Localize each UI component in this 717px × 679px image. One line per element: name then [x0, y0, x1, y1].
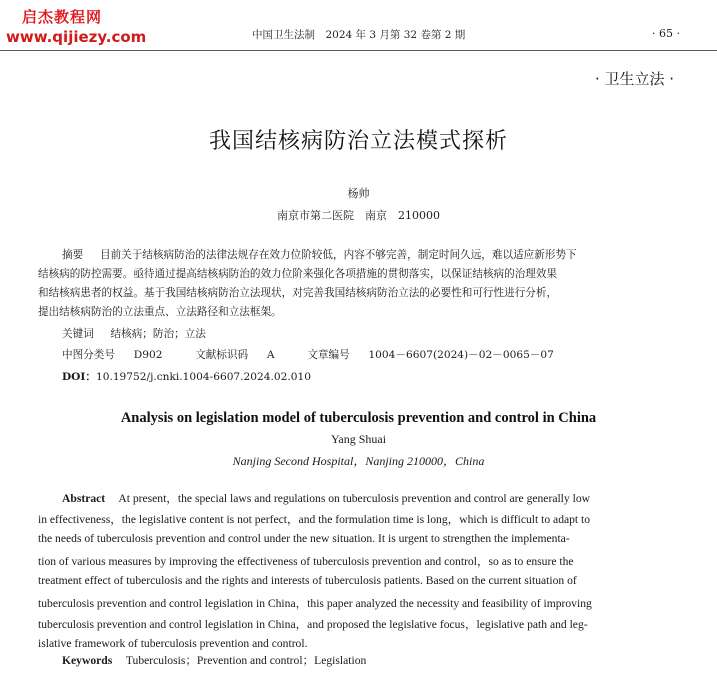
keywords-en	[62, 652, 366, 668]
doi-row	[62, 368, 311, 387]
clc-label: 中图分类号	[62, 349, 115, 361]
keywords-cn-label: 关键词	[62, 328, 94, 340]
abstract-en-line-4: tion of various measures by improving the effectiveness of tuberculosis prevention and control，so as to ensure the	[38, 555, 574, 568]
abstract-cn-line-4: 提出结核病防治的立法重点、立法路径和立法框架。	[38, 306, 282, 318]
abstract-cn-label: 摘要	[62, 249, 84, 261]
doc-code-label: 文献标识码	[195, 349, 249, 361]
abstract-en-line-8: islative framework of tuberculosis prevention and control.	[38, 637, 308, 650]
author-name: 杨帅	[347, 187, 370, 200]
watermark-url: www.qijiezy.com	[6, 28, 147, 46]
clc-value: D902	[133, 349, 163, 361]
abstract-en-line-5: treatment effect of tuberculosis and the rights and interests of tuberculosis patients. Based on the current situation of	[38, 574, 577, 587]
classification-row	[62, 346, 554, 365]
abstract-cn-line-2: 结核病的防控需要。亟待通过提高结核病防治的效力位阶来强化各项措施的贯彻落实，以保证结核病的治理效果	[38, 268, 558, 280]
page-number: · 65 ·	[652, 27, 680, 40]
doi-label: DOI：	[62, 371, 96, 383]
watermark-site-name: 启杰教程网	[22, 8, 103, 26]
article-no-label: 文章编号	[307, 349, 350, 361]
author-affiliation: 南京市第二医院 南京 210000	[277, 209, 440, 222]
abstract-cn-text: 目前关于结核病防治的法律法规存在效力位阶较低，内容不够完善，制定时间久远，难以适应新形势下	[99, 249, 577, 261]
keywords-en-label: Keywords	[62, 654, 113, 667]
running-header: 中国卫生法制 2024 年 3 月第 32 卷第 2 期	[252, 29, 466, 41]
keywords-en-value: Tuberculosis；Prevention and control；Legislation	[125, 654, 367, 667]
paper-title: 我国结核病防治立法模式探析	[208, 129, 508, 154]
abstract-cn-line-1	[62, 246, 577, 265]
keywords-cn	[62, 325, 206, 344]
english-title: Analysis on legislation model of tuberculosis prevention and control in China	[120, 410, 597, 426]
english-affiliation: Nanjing Second Hospital，Nanjing 210000，China	[232, 454, 485, 468]
abstract-en-label: Abstract	[62, 492, 106, 505]
english-author: Yang Shuai	[330, 432, 387, 446]
keywords-cn-value: 结核病；防治；立法	[110, 328, 206, 340]
section-label: · 卫生立法 ·	[595, 70, 675, 88]
header-rule	[0, 50, 717, 51]
article-no-value: 1004－6607(2024)－02－0065－07	[368, 349, 554, 361]
abstract-en-line-6: tuberculosis prevention and control legislation in China，this paper analyzed the necessity and feasibility of improving	[38, 597, 592, 610]
abstract-en-line-3: the needs of tuberculosis prevention and control under the new situation. It is urgent to strengthen the implementa-	[38, 532, 570, 545]
doi-value: 10.19752/j.cnki.1004-6607.2024.02.010	[95, 371, 311, 383]
abstract-en-line-1	[62, 490, 590, 506]
abstract-en-line-7: tuberculosis prevention and control legislation in China，and proposed the legislative focus，legislative path and leg-	[38, 618, 588, 631]
doc-code-value: A	[266, 349, 275, 361]
abstract-cn-line-3: 和结核病患者的权益。基于我国结核病防治立法现状，对完善我国结核病防治立法的必要性和可行性进行分析，	[38, 287, 558, 299]
abstract-en-line-2: in effectiveness，the legislative content is not perfect，and the formulation time is long，which is difficult to adapt to	[38, 513, 591, 526]
abstract-en-text: At present，the special laws and regulations on tuberculosis prevention and control are generally low	[118, 492, 590, 505]
